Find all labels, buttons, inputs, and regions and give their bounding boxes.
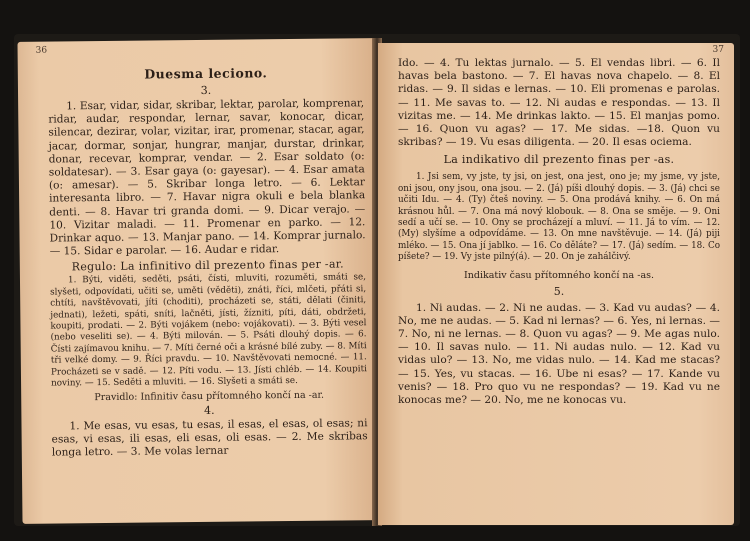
page-number-right: 37 <box>712 45 724 55</box>
exercise-4-text: 1. Me esas, vu esas, tu esas, il esas, el esas, ol esas; ni esas, vi esas, ili esas, eli esas, oli esas. — 2. Me skribas longa letro. — 3. Me volas lernar <box>51 416 368 459</box>
rule-infinitive-czech: Pravidlo: Infinitiv času přítomného končí na -ar. <box>94 389 325 403</box>
exercise-5-text: 1. Ni audas. — 2. Ni ne audas. — 3. Kad vu audas? — 4. No, me ne audas. — 5. Kad ni lernas? — 6. Yes, ni lernas. — 7. No, ni ne lernas. — 8. Quon vu agas? — 9. Me agas nulo. — 10. Il savas nulo. — 11. Ni audas nulo. — 12. Kad vu vidas ulo? — 13. No, me vidas nulo. — 14. Kad me stacas? — 15. Yes, vu stacas. — 16. Ube ni esas? — 17. Kande vu venis? — 18. Pro quo vu ne respondas? — 19. Kad vu ne konocas me? — 20. No, me ne konocas vu. <box>398 301 720 407</box>
section-number-4: 4. <box>204 403 215 417</box>
exercise-3-text: 1. Esar, vidar, sidar, skribar, lektar, parolar, komprenar, ridar, audar, respondar, lernar, savar, konocar, dicar, silencar, dezirar, volar, vizitar, irar, promenar, stacar, agar, jacar, dormar, sonjar, hungrar, manjar, durstar, drinkar, donar, recevar, komprar, vendar. — 2. Esar soldato (o: soldatesar). — 3. Esar gaya (o: gayesar). — 4. Esar amata (o: amesar). — 5. Skribar longa letro. — 6. Lektar interesanta libro. — 7. Havar nigra okuli e bela blanka denti. — 8. Havar tri granda domi. — 9. Dicar verajo. — 10. Vizitar maladi. — 11. Promenar en parko. — 12. Drinkar aquo. — 13. Manjar pano. — 14. Komprar jurnalo. — 15. Sidar e parolar. — 16. Audar e ridar. <box>48 97 366 258</box>
page-number-left: 36 <box>35 45 48 56</box>
rule-indicative-czech: Indikativ času přítomného končí na -as. <box>464 269 654 281</box>
right-page <box>378 43 734 525</box>
exercise-4-continued: Ido. — 4. Tu lektas jurnalo. — 5. El vendas libri. — 6. Il havas bela bastono. — 7. El havas nova chapelo. — 8. El ridas. — 9. Il sidas e lernas. — 10. Eli promenas e parolas. — 11. Me savas to. — 12. Ni audas e respondas. — 13. Il vizitas me. — 14. Me drinkas lakto. — 15. El manjas pomo. — 16. Quon vu agas? — 17. Me sidas. —18. Quon vu skribas? — 19. Vu esas diligenta. — 20. Il esas ociema. <box>398 57 720 149</box>
left-page <box>17 38 378 524</box>
section-number-3: 3. <box>200 83 212 97</box>
lesson-title: Duesma leciono. <box>144 65 268 82</box>
exercise-3-translation: 1. Býti, viděti, seděti, psáti, čísti, mluviti, rozuměti, smáti se, slyšeti, odpovídati, učiti se, uměti (věděti), znáti, říci, mlčeti, přáti si, chtíti, navštěvovati, jíti (choditi), procházeti se, státi, dělati (činiti, jednati), ležeti, spáti, sníti, lačněti, jísti, žízniti, píti, dáti, obdržeti, koupiti, prodati. — 2. Býti vojákem (nebo: vojákovati). — 3. Býti vesel (nebo veseliti se). — 4. Býti milován. — 5. Psáti dlouhý dopis. — 6. Čísti zajímavou knihu. — 7. Míti černé oči a krásné bílé zuby. — 8. Míti tři velké domy. — 9. Říci pravdu. — 10. Navštěvovati nemocné. — 11. Procházeti se v sadě. — 12. Píti vodu. — 13. Jísti chléb. — 14. Koupiti noviny. — 15. Seděti a mluviti. — 16. Slyšeti a smáti se. <box>50 272 367 389</box>
exercise-4-translation: 1. Jsi sem, vy jste, ty jsi, on jest, ona jest, ono je; my jsme, vy jste, oni jsou, ony jsou, ona jsou. — 2. (Já) píši dlouhý dopis. — 3. (Já) chci se učiti Idu. — 4. (Ty) čteš noviny. — 5. Ona prodává knihy. — 6. On má krásnou hůl. — 7. Ona má nový klobouk. — 8. Ona se směje. — 9. Oni sedí a učí se. — 10. Ony se procházejí a mluví. — 11. Já to vím. — 12. (My) slyšíme a odpovídáme. — 13. On mne navštěvuje. — 14. (Já) piji mléko. — 15. Ona jí jablko. — 16. Co děláte? — 17. (Já) sedím. — 18. Co píšete? — 19. Vy jste pilný(á). — 20. On je zahálčivý. <box>398 172 720 263</box>
rule-indicative: La indikativo dil prezento finas per -as. <box>443 153 675 167</box>
rule-infinitive: Regulo: La infinitivo dil prezento finas per -ar. <box>71 257 344 274</box>
section-number-5: 5. <box>553 284 565 298</box>
